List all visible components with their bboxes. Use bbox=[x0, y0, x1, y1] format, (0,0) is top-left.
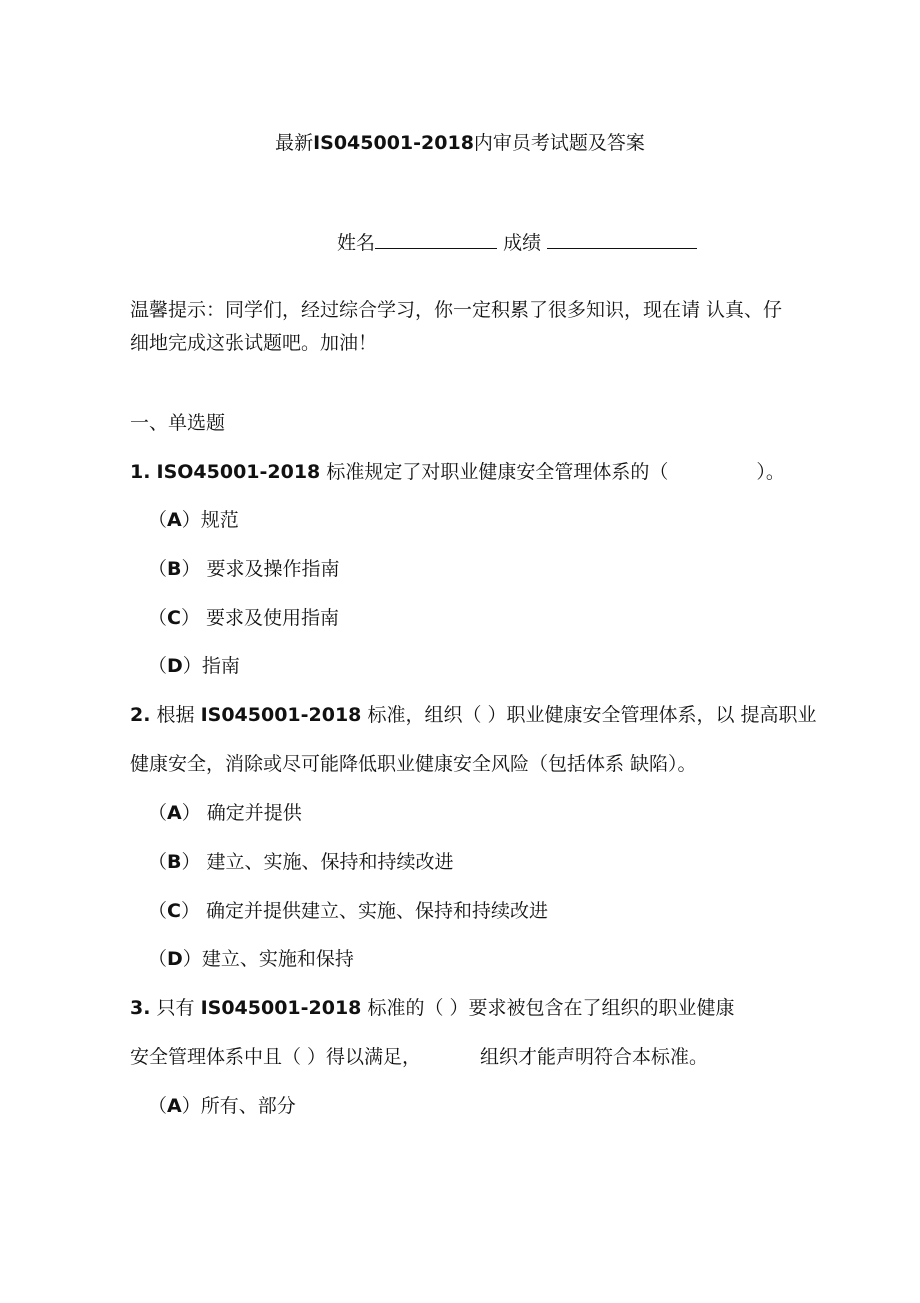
question-2-option-b: （B） 建立、实施、保持和持续改进 bbox=[148, 851, 454, 873]
question-3-stem-line-2a: 安全管理体系中且（ ）得以满足， bbox=[130, 1046, 422, 1068]
question-2-option-d: （D）建立、实施和保持 bbox=[148, 948, 354, 970]
tip-line-2: 细地完成这张试题吧。加油！ bbox=[130, 332, 378, 354]
question-3-option-a: （A）所有、部分 bbox=[148, 1095, 296, 1117]
tip-line-1: 温馨提示：同学们，经过综合学习，你一定积累了很多知识，现在请 认真、仔 bbox=[130, 299, 783, 321]
question-1-option-d: （D）指南 bbox=[148, 655, 240, 677]
name-blank bbox=[375, 230, 497, 249]
name-label: 姓名 bbox=[337, 232, 376, 254]
score-blank bbox=[547, 230, 697, 249]
question-1-option-a: （A）规范 bbox=[148, 509, 239, 531]
question-2-option-a: （A） 确定并提供 bbox=[148, 802, 302, 824]
question-2-stem: 2. 根据 IS045001-2018 标准，组织（ ）职业健康安全管理体系，以 提高职业 bbox=[130, 704, 817, 726]
page-title: 最新IS045001-2018内审员考试题及答案 bbox=[275, 132, 645, 154]
question-1-stem: 1. ISO45001-2018 标准规定了对职业健康安全管理体系的（ ）。 bbox=[130, 461, 785, 483]
question-2-stem-line-2: 健康安全，消除或尽可能降低职业健康安全风险（包括体系 缺陷）。 bbox=[130, 753, 697, 775]
question-3-stem-line-2b: 组织才能声明符合本标准。 bbox=[480, 1046, 709, 1068]
section-heading: 一、单选题 bbox=[130, 412, 226, 434]
question-3-stem: 3. 只有 IS045001-2018 标准的（ ）要求被包含在了组织的职业健康 bbox=[130, 997, 735, 1019]
question-2-option-c: （C） 确定并提供建立、实施、保持和持续改进 bbox=[148, 900, 549, 922]
name-score-line bbox=[337, 230, 697, 256]
score-label: 成绩 bbox=[503, 232, 542, 254]
question-1-option-c: （C） 要求及使用指南 bbox=[148, 607, 340, 629]
question-1-option-b: （B） 要求及操作指南 bbox=[148, 558, 340, 580]
